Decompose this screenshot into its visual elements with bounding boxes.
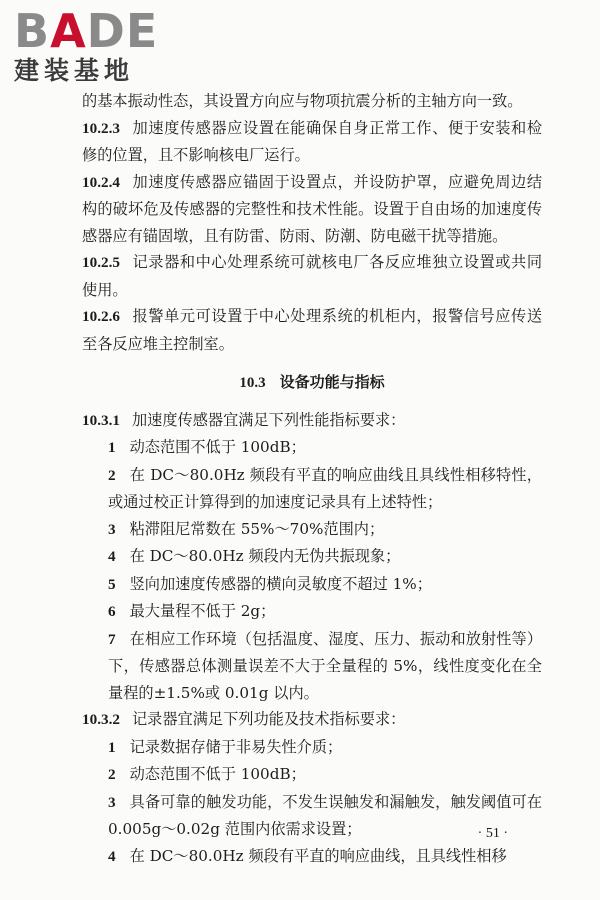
logo-wordmark: BADE xyxy=(14,4,159,58)
list-item: 4 在 DC～80.0Hz 频段有平直的响应曲线，且具线性相移 xyxy=(108,846,507,865)
section-heading: 10.3 设备功能与指标 xyxy=(239,373,385,391)
logo-subtitle: 建装基地 xyxy=(14,56,135,85)
list-item: 6 最大量程不低于 2g； xyxy=(108,602,276,620)
clause-10-2-6: 10.2.6 报警单元可设置于中心处理系统的机柜内，报警信号应传送至各反应堆主控制室。 xyxy=(82,307,542,353)
clause-10-3-2: 10.3.2 记录器宜满足下列功能及技术指标要求： xyxy=(82,710,406,728)
clause-10-3-1: 10.3.1 加速度传感器宜满足下列性能指标要求： xyxy=(82,410,406,429)
list-item: 1 记录数据存储于非易失性介质； xyxy=(108,737,343,756)
clause-10-2-4: 10.2.4 加速度传感器应锚固于设置点，并设防护罩，应避免周边结构的破坏危及传感器的完整性和技术性能。设置于自由场的加速度传感器应有锚固墩，且有防雷、防雨、防潮、防电磁干扰等措施。 xyxy=(82,172,542,245)
list-item: 1 动态范围不低于 100dB； xyxy=(108,438,306,456)
list-item: 2 在 DC～80.0Hz 频段有平直的响应曲线且具线性相移特性，或通过校正计算得到的加速度记录具有上述特性； xyxy=(108,465,542,511)
list-item: 4 在 DC～80.0Hz 频段内无伪共振现象； xyxy=(108,547,401,565)
paragraph-continued: 的基本振动性态，其设置方向应与物项抗震分析的主轴方向一致。 xyxy=(82,92,523,110)
list-item: 3 具备可靠的触发功能，不发生误触发和漏触发，触发阈值可在 0.005g～0.02g 范围内依需求设置； xyxy=(108,792,542,838)
clause-10-2-5: 10.2.5 记录器和中心处理系统可就核电厂各反应堆独立设置或共同使用。 xyxy=(82,253,542,299)
bade-logo xyxy=(14,6,184,90)
clause-10-2-3: 10.2.3 加速度传感器应设置在能确保自身正常工作、便于安装和检修的位置，且不影响核电厂运行。 xyxy=(82,118,542,164)
page-number: · 51 · xyxy=(477,826,508,841)
list-item: 3 粘滞阻尼常数在 55%～70%范围内； xyxy=(108,519,385,538)
document-body xyxy=(82,88,542,870)
list-item: 7 在相应工作环境（包括温度、湿度、压力、振动和放射性等）下，传感器总体测量误差不大于全量程的 5%，线性度变化在全量程的±1.5%或 0.01g 以内。 xyxy=(108,629,542,702)
list-item: 5 竖向加速度传感器的横向灵敏度不超过 1%； xyxy=(108,574,432,593)
list-item: 2 动态范围不低于 100dB； xyxy=(108,765,306,783)
